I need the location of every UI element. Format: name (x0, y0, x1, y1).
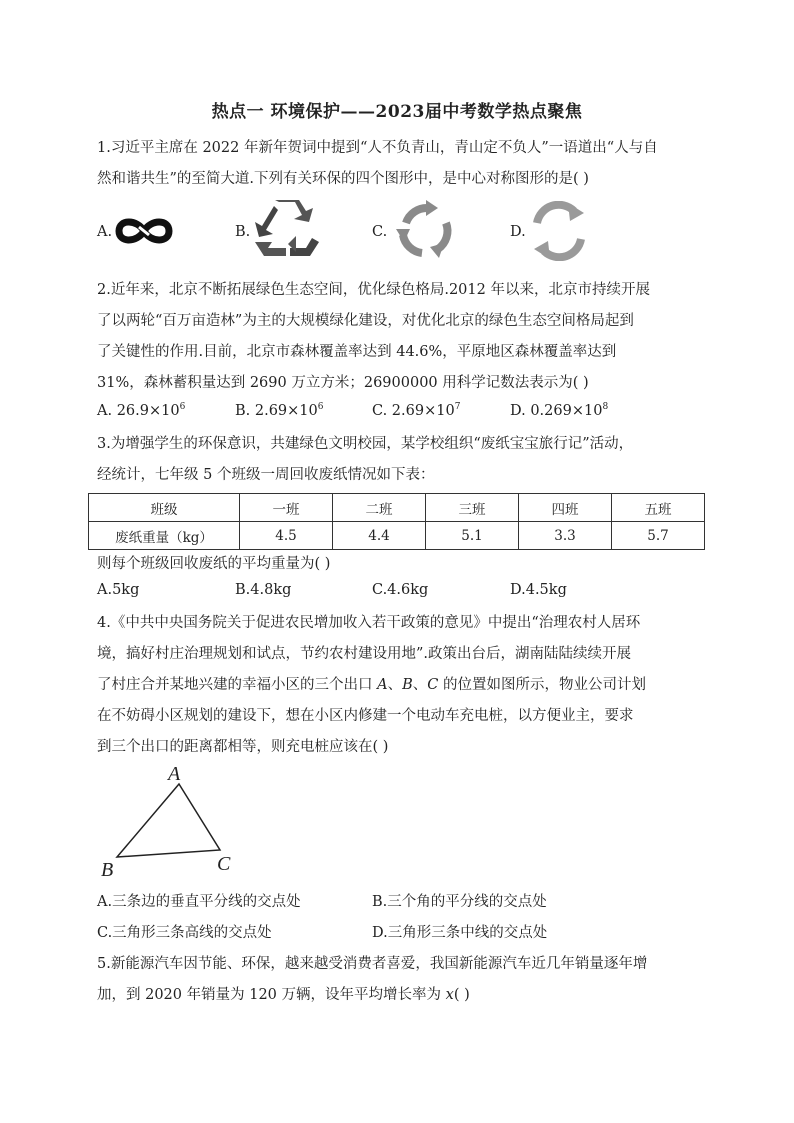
table-header-cell: 一班 (240, 494, 333, 522)
q3-option-d: D.4.5kg (510, 582, 567, 598)
infinity-loop-logo-icon (115, 214, 173, 248)
table-header-cell: 三班 (426, 494, 519, 522)
table-header-cell: 二班 (333, 494, 426, 522)
vertex-label-c: C (217, 853, 231, 875)
q4-text-line2: 境，搞好村庄治理规划和试点，节约农村建设用地”.政策出台后，湖南陆陆续续开展 (97, 646, 632, 662)
q2-option-a: A. $26.9\times 10^6$ (97, 402, 186, 419)
q5-text-line2: 加，到 2020 年销量为 120 万辆，设年平均增长率为 x( ) (97, 987, 470, 1003)
table-row (89, 522, 705, 550)
q1-option-b-label: B. (235, 224, 251, 240)
q1-option-d-label: D. (510, 224, 526, 240)
q5-text-line1: 5.新能源汽车因节能、环保，越来越受消费者喜爱，我国新能源汽车近几年销量逐年增 (97, 956, 648, 972)
q2-text-line3: 了关键性的作用.目前，北京市森林覆盖率达到 44.6%，平原地区森林覆盖率达到 (97, 344, 617, 360)
q2-text-line1: 2.近年来，北京不断拓展绿色生态空间，优化绿色格局.2012 年以来，北京市持续开展 (97, 282, 650, 298)
q1-text-line2: 然和谐共生”的至简大道.下列有关环保的四个图形中，是中心对称图形的是( ) (97, 171, 589, 187)
q1-option-a-label: A. (97, 224, 113, 240)
table-cell: 5.7 (612, 522, 705, 550)
table-cell: 4.4 (333, 522, 426, 550)
q3-option-c: C.4.6kg (372, 582, 429, 598)
table-header-cell: 四班 (519, 494, 612, 522)
q3-text-line2: 经统计，七年级 5 个班级一周回收废纸情况如下表： (97, 467, 435, 483)
q1-option-c-label: C. (372, 224, 388, 240)
q2-text-line2: 了以两轮“百万亩造林”为主的大规模绿化建设，对优化北京的绿色生态空间格局起到 (97, 313, 634, 329)
triangle-abc-figure (97, 760, 257, 882)
q2-option-d: D. $0.269\times 10^8$ (510, 402, 609, 419)
q2-option-c: C. $2.69\times 10^7$ (372, 402, 461, 419)
q4-option-b: B.三个角的平分线的交点处 (372, 894, 547, 910)
q4-option-a: A.三条边的垂直平分线的交点处 (97, 894, 301, 910)
two-arc-arrows-icon (528, 201, 590, 261)
table-cell: 4.5 (240, 522, 333, 550)
table-cell: 5.1 (426, 522, 519, 550)
q4-text-line5: 到三个出口的距离都相等，则充电桩应该在( ) (97, 739, 389, 755)
q4-text-line1: 4.《中共中央国务院关于促进农民增加收入若干政策的意见》中提出“治理农村人居环 (97, 615, 641, 631)
table-cell: 3.3 (519, 522, 612, 550)
page-title: 热点一 环境保护——2023届中考数学热点聚焦 (211, 102, 583, 122)
q2-option-b: B. $2.69\times 10^6$ (235, 402, 324, 419)
triangle-shape (117, 784, 220, 857)
q3-text-line1: 3.为增强学生的环保意识，共建绿色文明校园，某学校组织“废纸宝宝旅行记”活动， (97, 436, 634, 452)
q3-text-line3: 则每个班级回收废纸的平均重量为( ) (97, 556, 331, 572)
table-header-cell: 五班 (612, 494, 705, 522)
waste-paper-table (88, 493, 705, 550)
vertex-label-a: A (168, 763, 181, 785)
q4-text-line4: 在不妨碍小区规划的建设下，想在小区内修建一个电动车充电桩，以方便业主，要求 (97, 708, 634, 724)
q3-option-b: B.4.8kg (235, 582, 292, 598)
circular-arrows-icon (392, 197, 460, 263)
q1-text-line1: 1.习近平主席在 2022 年新年贺词中提到“人不负青山，青山定不负人”一语道出“人与自 (97, 140, 658, 156)
q4-option-d: D.三角形三条中线的交点处 (372, 925, 548, 941)
vertex-label-b: B (101, 859, 114, 881)
q3-option-a: A.5kg (97, 582, 140, 598)
table-header-row (89, 494, 705, 522)
q4-option-c: C.三角形三条高线的交点处 (97, 925, 272, 941)
q2-text-line4: 31%，森林蓄积量达到 2690 万立方米；26900000 用科学记数法表示为( ) (97, 375, 589, 391)
q4-text-line3: 了村庄合并某地兴建的幸福小区的三个出口 A、B、C 的位置如图所示，物业公司计划 (97, 677, 646, 693)
table-cell: 废纸重量（kg） (89, 522, 240, 550)
recycle-triangle-icon (252, 198, 322, 260)
table-header-cell: 班级 (89, 494, 240, 522)
